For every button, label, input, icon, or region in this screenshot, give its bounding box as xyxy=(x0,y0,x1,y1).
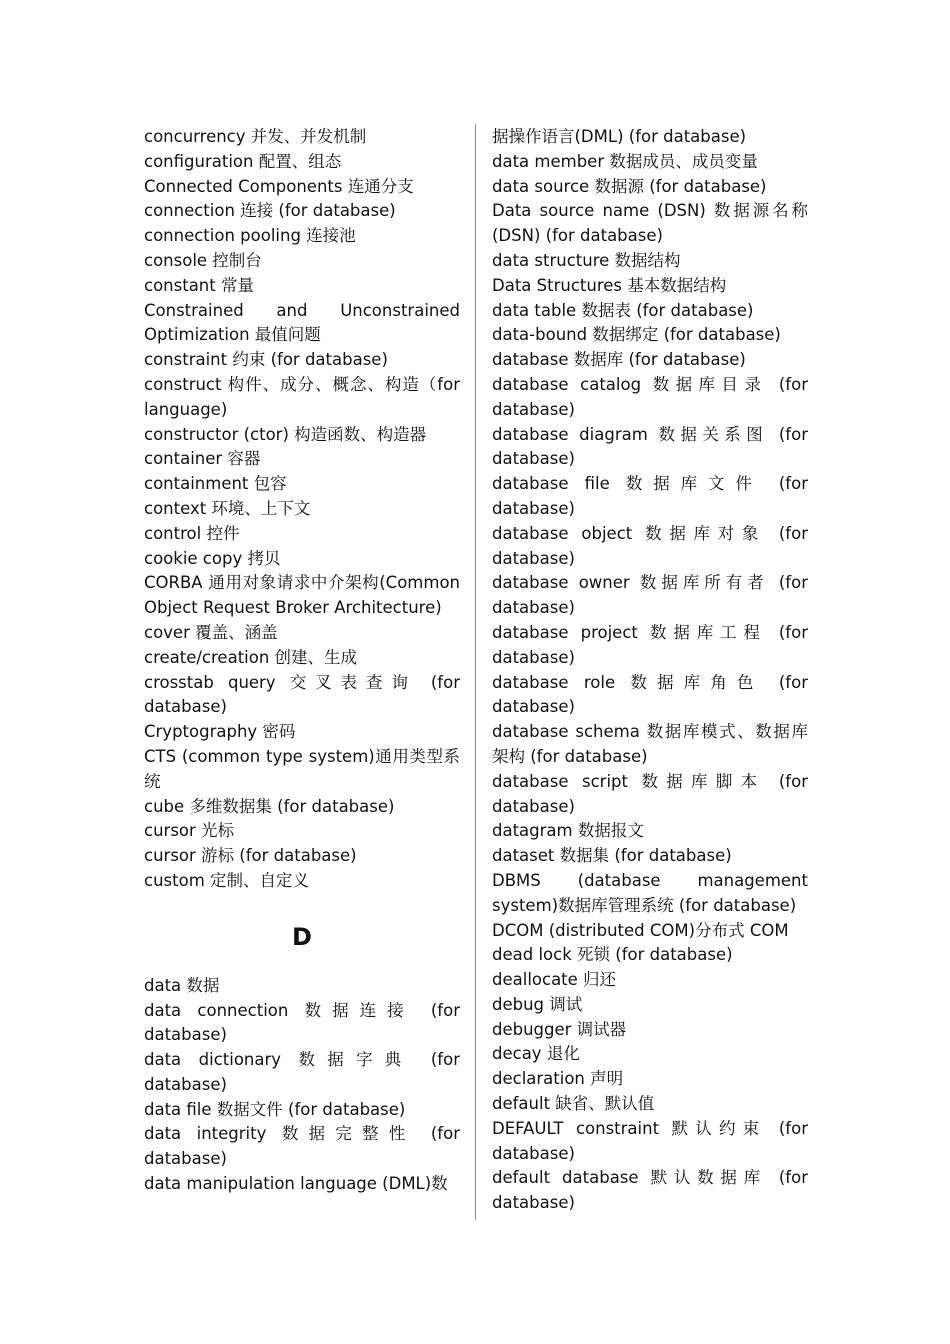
glossary-entry: constraint 约束 (for database) xyxy=(144,350,388,370)
glossary-entry: control 控件 xyxy=(144,523,240,543)
column-divider xyxy=(475,124,476,1220)
glossary-entry: data source 数据源 (for database) xyxy=(492,176,767,196)
glossary-entry: database object 数据库对象 (for database) xyxy=(492,523,808,568)
glossary-entry: data connection 数据连接 (for database) xyxy=(144,1000,460,1045)
glossary-entry: deallocate 归还 xyxy=(492,970,617,990)
left-entries-after xyxy=(144,974,460,1197)
glossary-entry: Data Structures 基本数据结构 xyxy=(492,275,727,295)
glossary-entry: data 数据 xyxy=(144,975,220,995)
glossary-entry: connection pooling 连接池 xyxy=(144,226,356,246)
right-column xyxy=(492,125,808,1216)
glossary-entry: data structure 数据结构 xyxy=(492,250,681,270)
glossary-entry: console 控制台 xyxy=(144,250,262,270)
glossary-entry: database project 数据库工程 (for database) xyxy=(492,622,808,667)
glossary-entry: constructor (ctor) 构造函数、构造器 xyxy=(144,424,427,444)
glossary-entry: data member 数据成员、成员变量 xyxy=(492,151,758,171)
glossary-entry: Data source name (DSN) 数据源名称(DSN) (for database) xyxy=(492,201,808,246)
glossary-entry: decay 退化 xyxy=(492,1044,580,1064)
left-entries-before xyxy=(144,125,460,894)
glossary-entry: CTS (common type system)通用类型系统 xyxy=(144,746,460,791)
glossary-entry: construct 构件、成分、概念、构造（for language) xyxy=(144,374,460,419)
glossary-entry: containment 包容 xyxy=(144,474,287,494)
glossary-entry: context 环境、上下文 xyxy=(144,498,311,518)
glossary-entry: create/creation 创建、生成 xyxy=(144,647,358,667)
glossary-entry: 据操作语言(DML) (for database) xyxy=(492,127,747,146)
glossary-entry: cursor 游标 (for database) xyxy=(144,846,357,866)
glossary-entry: cube 多维数据集 (for database) xyxy=(144,796,395,816)
glossary-entry: data table 数据表 (for database) xyxy=(492,300,754,320)
glossary-entry: crosstab query 交叉表查询 (for database) xyxy=(144,672,460,717)
glossary-entry: concurrency 并发、并发机制 xyxy=(144,127,367,146)
glossary-entry: debug 调试 xyxy=(492,994,583,1014)
glossary-entry: database script 数据库脚本 (for database) xyxy=(492,771,808,816)
glossary-entry: data file 数据文件 (for database) xyxy=(144,1099,406,1119)
glossary-entry: dataset 数据集 (for database) xyxy=(492,846,732,866)
glossary-entry: DEFAULT constraint 默认约束 (for database) xyxy=(492,1118,808,1163)
glossary-entry: database 数据库 (for database) xyxy=(492,350,746,370)
glossary-entry: default 缺省、默认值 xyxy=(492,1094,655,1114)
glossary-entry: constant 常量 xyxy=(144,275,254,295)
glossary-entry: database catalog 数据库目录 (for database) xyxy=(492,374,808,419)
left-column xyxy=(144,125,460,1197)
glossary-entry: data manipulation language (DML)数 xyxy=(144,1174,448,1194)
glossary-entry: data-bound 数据绑定 (for database) xyxy=(492,325,781,345)
glossary-entry: DBMS (database management system)数据库管理系统 (for database) xyxy=(492,870,808,915)
glossary-entry: database owner 数据库所有者 (for database) xyxy=(492,573,808,618)
glossary-entry: database role 数据库角色 (for database) xyxy=(492,672,808,717)
glossary-entry: database schema 数据库模式、数据库架构 (for database) xyxy=(492,722,808,766)
glossary-entry: dead lock 死锁 (for database) xyxy=(492,945,733,965)
glossary-entry: Cryptography 密码 xyxy=(144,722,296,742)
section-letter-heading: D xyxy=(292,922,312,951)
glossary-entry: configuration 配置、组态 xyxy=(144,151,342,171)
right-entries xyxy=(492,125,808,1216)
glossary-entry: declaration 声明 xyxy=(492,1069,624,1089)
glossary-entry: data dictionary 数据字典 (for database) xyxy=(144,1050,460,1094)
glossary-entry: Constrained and Unconstrained Optimization 最值问题 xyxy=(144,300,460,345)
glossary-entry: cookie copy 拷贝 xyxy=(144,548,281,568)
glossary-entry: Connected Components 连通分支 xyxy=(144,176,414,196)
glossary-entry: DCOM (distributed COM)分布式 COM xyxy=(492,920,789,940)
glossary-entry: default database 默认数据库 (for database) xyxy=(492,1168,808,1213)
glossary-entry: container 容器 xyxy=(144,449,261,469)
glossary-entry: CORBA 通用对象请求中介架构(Common Object Request Broker Architecture) xyxy=(144,573,460,618)
glossary-entry: cover 覆盖、涵盖 xyxy=(144,622,278,642)
glossary-entry: database file 数据库文件 (for database) xyxy=(492,474,808,518)
glossary-entry: data integrity 数据完整性 (for database) xyxy=(144,1124,460,1169)
glossary-entry: custom 定制、自定义 xyxy=(144,870,310,890)
glossary-entry: connection 连接 (for database) xyxy=(144,201,396,221)
glossary-entry: debugger 调试器 xyxy=(492,1019,627,1039)
glossary-entry: datagram 数据报文 xyxy=(492,821,644,841)
glossary-entry: cursor 光标 xyxy=(144,821,235,841)
glossary-entry: database diagram 数据关系图 (for database) xyxy=(492,424,808,469)
